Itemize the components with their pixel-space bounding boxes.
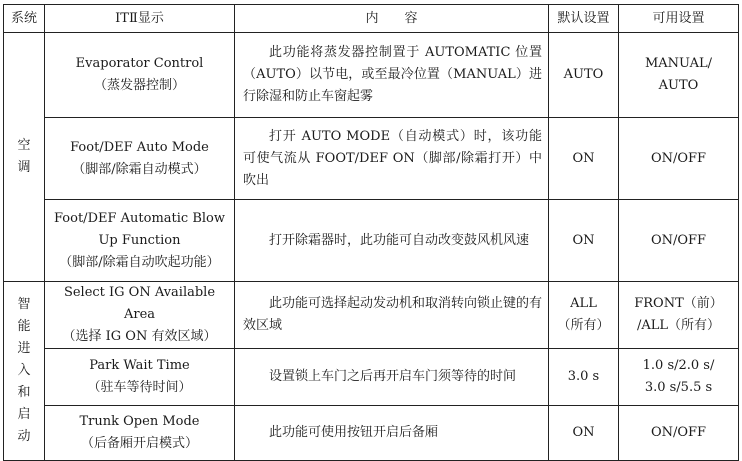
content-cell: 打开除霜器时，此功能可自动改变鼓风机风速	[235, 200, 549, 282]
header-content: 内 容	[235, 5, 549, 33]
available-cell: FRONT（前） /ALL（所有）	[619, 282, 739, 349]
content-cell: 设置锁上车门之后再开启车门须等待的时间	[235, 349, 549, 406]
table-row	[4, 33, 739, 118]
header-it2-display: ITⅡ显示	[45, 5, 235, 33]
display-cell: Trunk Open Mode （后备厢开启模式）	[45, 406, 235, 461]
table-row	[4, 349, 739, 406]
table-header-row	[4, 5, 739, 33]
content-cell: 此功能可选择起动发动机和取消转向锁止键的有效区域	[235, 282, 549, 349]
table-row	[4, 406, 739, 461]
table-row	[4, 282, 739, 349]
available-cell: MANUAL/ AUTO	[619, 33, 739, 118]
content-cell: 此功能可使用按钮开启后备厢	[235, 406, 549, 461]
default-cell: ON	[549, 200, 619, 282]
available-cell: 1.0 s/2.0 s/ 3.0 s/5.5 s	[619, 349, 739, 406]
default-cell: ON	[549, 118, 619, 200]
header-default-setting: 默认设置	[549, 5, 619, 33]
header-available-setting: 可用设置	[619, 5, 739, 33]
available-cell: ON/OFF	[619, 118, 739, 200]
header-system: 系统	[4, 5, 45, 33]
available-cell: ON/OFF	[619, 200, 739, 282]
display-cell: Park Wait Time （驻车等待时间）	[45, 349, 235, 406]
display-cell: Foot/DEF Auto Mode （脚部/除霜自动模式）	[45, 118, 235, 200]
table-row	[4, 200, 739, 282]
table-row	[4, 118, 739, 200]
available-cell: ON/OFF	[619, 406, 739, 461]
system-cell-smart-entry-start: 智 能 进 入 和 启 动	[4, 282, 45, 461]
display-cell: Select IG ON Available Area （选择 IG ON 有效区域）	[45, 282, 235, 349]
default-cell: ALL （所有）	[549, 282, 619, 349]
content-cell: 打开 AUTO MODE（自动模式）时，该功能可使气流从 FOOT/DEF ON（脚部/除霜打开）中吹出	[235, 118, 549, 200]
system-cell-air-conditioning: 空 调	[4, 33, 45, 282]
default-cell: ON	[549, 406, 619, 461]
settings-table	[3, 4, 739, 461]
default-cell: AUTO	[549, 33, 619, 118]
default-cell: 3.0 s	[549, 349, 619, 406]
content-cell: 此功能将蒸发器控制置于 AUTOMATIC 位置（AUTO）以节电，或至最冷位置（MANUAL）进行除湿和防止车窗起雾	[235, 33, 549, 118]
display-cell: Evaporator Control （蒸发器控制）	[45, 33, 235, 118]
display-cell: Foot/DEF Automatic Blow Up Function （脚部/除霜自动吹起功能）	[45, 200, 235, 282]
